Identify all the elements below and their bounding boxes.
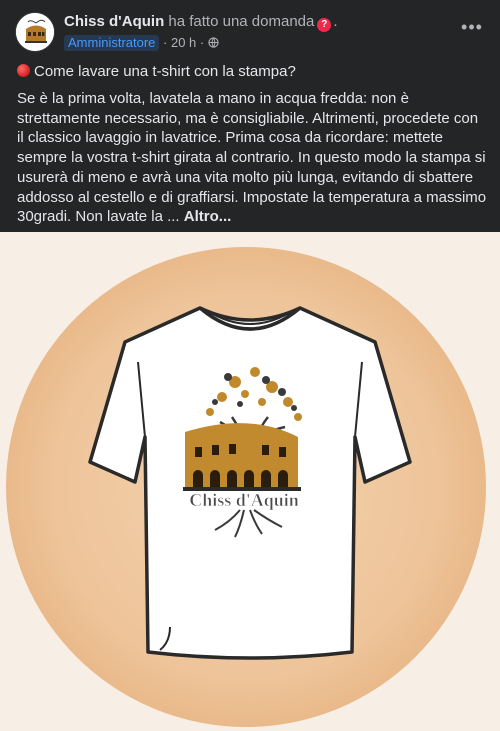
more-options-icon[interactable]: ••• bbox=[461, 17, 483, 37]
author-name[interactable]: Chiss d'Aquin bbox=[64, 13, 165, 30]
tshirt-illustration bbox=[0, 232, 500, 731]
globe-icon[interactable] bbox=[208, 37, 219, 48]
page-avatar[interactable] bbox=[15, 12, 55, 52]
post-header bbox=[0, 0, 500, 60]
post-time[interactable]: · 20 h · bbox=[163, 35, 205, 50]
post-meta bbox=[64, 12, 424, 51]
trailing-dot: . bbox=[333, 13, 338, 30]
post-image[interactable] bbox=[0, 232, 500, 731]
question-mark-icon: ? bbox=[317, 18, 331, 32]
see-more-link[interactable]: Altro... bbox=[183, 208, 232, 226]
print-logo-text: Chiss d'Aquin bbox=[189, 490, 299, 510]
post-title-text: Come lavare una t-shirt con la stampa? bbox=[34, 63, 296, 80]
post-action: ha fatto una domanda bbox=[164, 13, 315, 30]
post-body-text: Se è la prima volta, lavatela a mano in acqua fredda: non è strettamente necessario, ma è consigliabile. Altrimenti, procedete con il classico lavaggio in lavatrice. Prima cosa da ricordare: mettete sempre la vostra t-shirt girata al contrario. In questo modo la stampa si usurerà di meno e avrà una vita molto più lunga, evitando di sbattere addosso al cestello e di graffiarsi. Impostate la temperatura a massimo 30gradi. Non lavate la ... bbox=[17, 90, 487, 226]
red-circle-icon bbox=[17, 64, 30, 77]
admin-badge[interactable]: Amministratore bbox=[64, 35, 159, 51]
colosseum-logo-icon bbox=[16, 13, 55, 52]
post-body bbox=[17, 89, 487, 227]
post-title bbox=[17, 62, 487, 82]
